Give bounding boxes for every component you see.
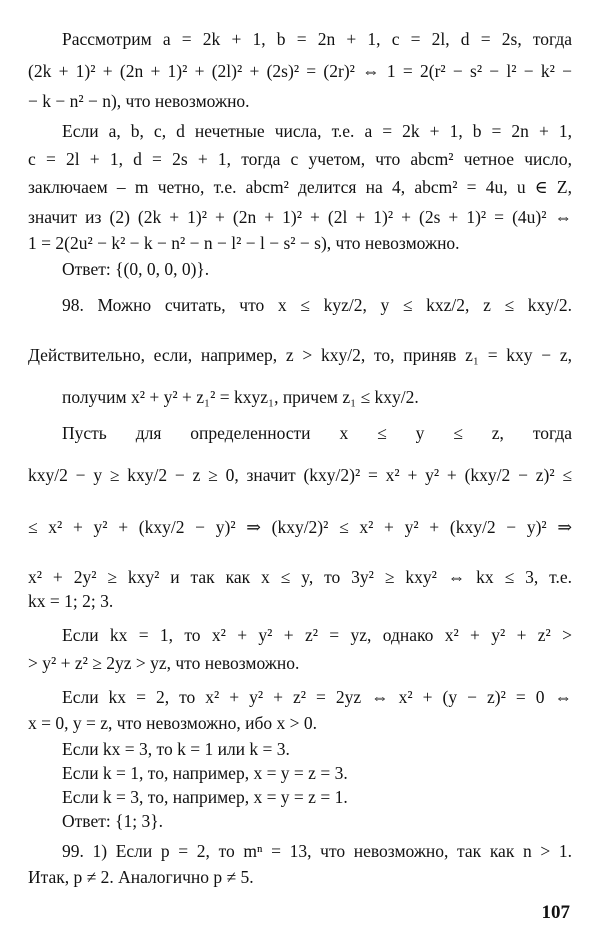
text-line: 98. Можно считать, что x ≤ kyz/2, y ≤ kxz/2, z ≤ kxy/2. <box>62 295 572 315</box>
text-line: Рассмотрим a = 2k + 1, b = 2n + 1, c = 2l, d = 2s, тогда <box>62 29 572 49</box>
text-line: (2k + 1)² + (2n + 1)² + (2l)² + (2s)² = (2r)² ⇔ 1 = 2(r² − s² − l² − k² − <box>28 61 572 81</box>
text-line: x = 0, y = z, что невозможно, ибо x > 0. <box>28 713 318 733</box>
text-line: kx = 1; 2; 3. <box>28 591 114 611</box>
page-number: 107 <box>541 902 570 923</box>
answer-line: Ответ: {(0, 0, 0, 0)}. <box>62 259 210 279</box>
text-line: Если k = 3, то, например, x = y = z = 1. <box>62 787 348 807</box>
text-line: Если kx = 1, то x² + y² + z² = yz, однако x² + y² + z² > <box>62 625 572 645</box>
text-line: Если k = 1, то, например, x = y = z = 3. <box>62 763 348 783</box>
answer-line: Ответ: {1; 3}. <box>62 811 164 831</box>
text-line: 99. 1) Если p = 2, то mⁿ = 13, что невозможно, так как n > 1. <box>62 841 572 861</box>
text-line: x² + 2y² ≥ kxy² и так как x ≤ y, то 3y² ≥ kxy² ⇔ kx ≤ 3, т.е. <box>28 567 572 587</box>
text-line: Если a, b, c, d нечетные числа, т.е. a = 2k + 1, b = 2n + 1, <box>62 121 572 141</box>
text-line: kxy/2 − y ≥ kxy/2 − z ≥ 0, значит (kxy/2)² = x² + y² + (kxy/2 − z)² ≤ <box>28 465 572 485</box>
text-line: Если kx = 2, то x² + y² + z² = 2yz ⇔ x² + (y − z)² = 0 ⇔ <box>62 687 572 707</box>
text-line: значит из (2) (2k + 1)² + (2n + 1)² + (2l + 1)² + (2s + 1)² = (4u)² ⇔ <box>28 207 572 227</box>
text-line: получим x² + y² + z₁² = kxyz₁, причем z₁ ≤ kxy/2. <box>62 387 419 407</box>
text-line: > y² + z² ≥ 2yz > yz, что невозможно. <box>28 653 300 673</box>
text-line: c = 2l + 1, d = 2s + 1, тогда с учетом, что abcm² четное число, <box>28 149 572 169</box>
text-line: ≤ x² + y² + (kxy/2 − y)² ⇒ (kxy/2)² ≤ x² + y² + (kxy/2 − y)² ⇒ <box>28 517 572 537</box>
text-line: 1 = 2(2u² − k² − k − n² − n − l² − l − s² − s), что невозможно. <box>28 233 460 253</box>
text-line: заключаем – m четно, т.е. abcm² делится на 4, abcm² = 4u, u ∈ Z, <box>28 177 572 197</box>
text-line: − k − n² − n), что невозможно. <box>28 91 250 111</box>
text-line: Пусть для определенности x ≤ y ≤ z, тогда <box>62 423 572 443</box>
text-line: Если kx = 3, то k = 1 или k = 3. <box>62 739 290 759</box>
text-line: Итак, p ≠ 2. Аналогично p ≠ 5. <box>28 867 254 887</box>
text-line: Действительно, если, например, z > kxy/2, то, приняв z₁ = kxy − z, <box>28 345 572 365</box>
